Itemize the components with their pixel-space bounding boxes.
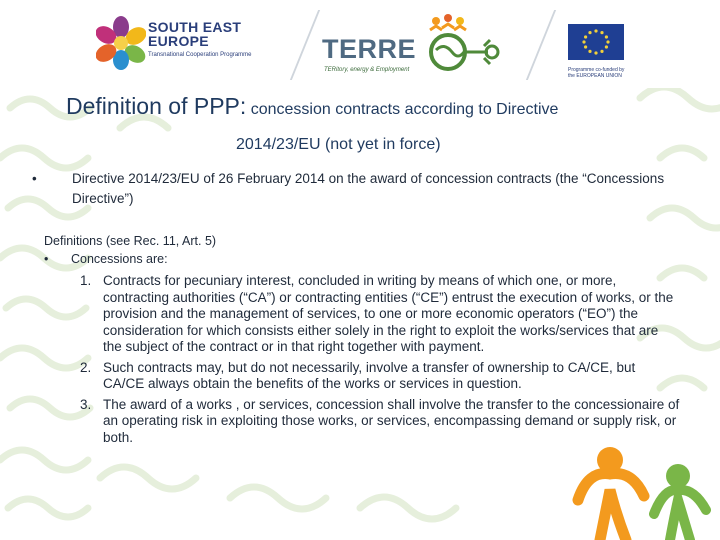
concessions-bullet-text: Concessions are:: [71, 252, 168, 266]
slide-title-main: Definition of PPP:: [66, 93, 247, 119]
see-logo-subtitle: Transnational Cooperation Programme: [148, 52, 252, 58]
eu-flag-icon: [568, 24, 624, 60]
terre-logo: [322, 12, 502, 76]
bullet-marker: •: [32, 171, 37, 186]
see-flower-icon: [96, 16, 146, 70]
header-divider: [526, 10, 556, 80]
eu-logo-caption: Programme co-funded by the EUROPEAN UNION: [568, 67, 625, 79]
header-divider: [290, 10, 320, 80]
list-item-number: 2.: [80, 359, 92, 375]
decorative-people-figure-icon: [570, 438, 720, 540]
definitions-label: Definitions (see Rec. 11, Art. 5): [44, 234, 217, 248]
eu-cofunding-logo: [568, 24, 630, 79]
bullet-marker: •: [44, 252, 49, 266]
list-item-number: 1.: [80, 273, 92, 288]
list-item-text: The award of a works , or services, concession shall involve the transfer to the concessionaire of an operating risk in exploiting those works, or services, encompassing demand or supply risk, or both.: [103, 396, 680, 445]
see-logo-line1: SOUTH EAST: [148, 19, 242, 35]
slide-title: [66, 93, 558, 120]
list-item: [80, 360, 680, 393]
terre-globe-people-icon: [422, 12, 502, 76]
slide-title-rest: concession contracts according to Directive: [246, 101, 559, 118]
header-logo-bar: [0, 0, 720, 88]
terre-logo-tagline: TERitory, energy & Employment: [324, 67, 410, 73]
south-east-europe-logo: [96, 16, 276, 76]
see-logo-line2: EUROPE: [148, 33, 209, 49]
list-item-text: Contracts for pecuniary interest, concluded in writing by means of which one, or more, contracting authorities (“CA”) or contracting entities (“CE”) entrust the execution of works, or the provision and the management of services, to one or more economic operators (“EO”) the consideration for which consists either solely in the right to exploit the works/services that are the subject of the contract or in that right together with payment.: [103, 273, 674, 354]
directive-bullet-text: Directive 2014/23/EU of 26 February 2014 on the award of concession contracts (the “Concessions Directive”): [72, 171, 665, 206]
list-item-text: Such contracts may, but do not necessarily, involve a transfer of ownership to CA/CE, but CA/CE always obtain the benefits of the works or services in question.: [103, 359, 636, 391]
list-item-number: 3.: [80, 396, 92, 412]
terre-logo-word: TERRE: [322, 34, 417, 64]
slide-title-line2: 2014/23/EU (not yet in force): [236, 136, 441, 153]
list-item: [80, 273, 680, 356]
definition-list: [80, 273, 680, 450]
